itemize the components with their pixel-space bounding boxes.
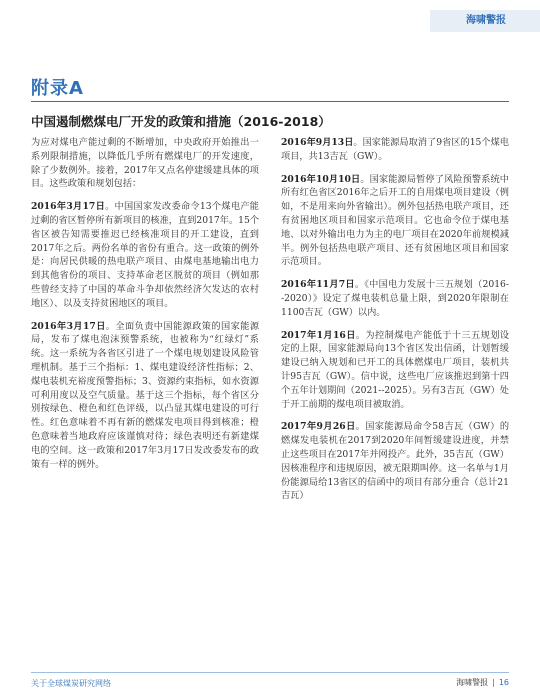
footer-divider: [31, 672, 509, 673]
paragraph-text: 。中国国家发改委命令13个煤电产能过剩的省区暂停所有新项目的核准，直到2017年。15个省区被告知需要推迟已经核准项目的开工建设，直到2017年之后。两份名单的省份有重合。这一政策的例外是：向居民供暖的热电联产项目、由煤电基地输出电力到其他省份的项目、支持革命老区脱贫的项目（例如那些曾经支持了中国的革命斗争却依然经济欠发达的农村地区）、以及支持贫困地区的项目。: [31, 201, 260, 309]
appendix-title: 附录A: [31, 78, 84, 99]
page-number: 16: [498, 678, 509, 687]
title-divider: [31, 101, 509, 102]
section-title: 中国遏制燃煤电厂开发的政策和措施（2016-2018）: [31, 114, 331, 129]
policy-date: 2017年1月16日: [281, 329, 356, 341]
policy-paragraph: [31, 320, 259, 472]
footer-report-title: 海啸警报: [456, 678, 489, 687]
policy-paragraph: [281, 173, 509, 270]
policy-date: 2016年10月10日: [281, 173, 361, 185]
policy-paragraph: [281, 136, 509, 164]
paragraph-text: 。国家能源局暂停了风险预警系统中所有红色省区2016年之后开工的自用煤电项目建设（例如，不是用来向外省输出）。例外包括热电联产项目，还有贫困地区项目和国家示范项目。它也命令位于煤电基地、以对外输出电力为主的电厂项目在2020年前规模减半。例外包括热电联产项目、还有贫困地区项目和国家示范项目。: [281, 173, 509, 268]
policy-paragraph: [281, 329, 509, 412]
left-column: [31, 136, 259, 480]
policy-paragraph: [281, 278, 509, 319]
paragraph-text: 。《中国电力发展十三五规划（2016--2020）》设定了煤电装机总量上限，到2020年限制在1100吉瓦（GW）以内。: [281, 279, 510, 318]
policy-date: 2016年11月7日: [281, 279, 355, 291]
paragraph-text: 。国家能源局取消了9省区的15个煤电项目，共13吉瓦（GW）。: [281, 137, 509, 162]
header-tag: 海啸警报: [430, 10, 540, 32]
policy-date: 2017年9月26日: [281, 421, 356, 433]
policy-date: 2016年9月13日: [281, 137, 354, 148]
policy-date: 2016年3月17日: [31, 320, 106, 332]
footer-page-info: [456, 677, 509, 688]
policy-paragraph: [281, 420, 509, 503]
footer-org-link[interactable]: 关于全球煤炭研究网络: [31, 679, 111, 688]
paragraph-text: 为应对煤电产能过剩的不断增加，中央政府开始推出一系列限制措施，以降低几乎所有燃煤电厂的开发速度，除了少数例外。接着，2017年又点名停建缓建具体的项目。这些政策和规划包括：: [31, 137, 259, 190]
intro-paragraph: [31, 136, 259, 191]
paragraph-text: 。国家能源局命令58吉瓦（GW）的燃煤发电装机在2017到2020年间暂缓建设进度，并禁止这些项目在2017年并网投产。此外，35吉瓦（GW）因核准程序和违规原因，被无限期叫停。这一名单与1月份能源局给13省区的信函中的项目有部分重合（总计21吉瓦）: [281, 421, 510, 502]
right-column: [281, 136, 509, 512]
policy-paragraph: [31, 200, 259, 310]
policy-date: 2016年3月17日: [31, 201, 106, 213]
footer-separator: |: [492, 678, 495, 687]
paragraph-text: 。为控制煤电产能低于十三五规划设定的上限，国家能源局向13个省区发出信函，计划暂缓建设已纳入规划和已开工的具体燃煤电厂项目，装机共计95吉瓦（GW）。信中说，这些电厂应该推迟到第十四个五年计划期间（2021--2025）。另有3吉瓦（GW）处于开工前期的煤电项目被取消。: [281, 329, 510, 410]
paragraph-text: 。全面负责中国能源政策的国家能源局，发布了煤电泡沫预警系统，也被称为“红绿灯”系统。这一系统为各省区引进了一个煤电规划建设风险管理机制。基于三个指标：1、煤电建设经济性指标；2、煤电装机充裕度预警指标；3、资源约束指标，如水资源可利用度以及空气质量。基于这三个指标，每个省区分别按绿色、橙色和红色评级，以凸显其煤电建设的可行性。红色意味着不再有新的燃煤发电项目得到核准；橙色意味着当地政府应该谨慎对待；绿色表明还有新建煤电的空间。这一政策和2017年3月17日发改委发布的政策有一样的例外。: [31, 320, 260, 470]
